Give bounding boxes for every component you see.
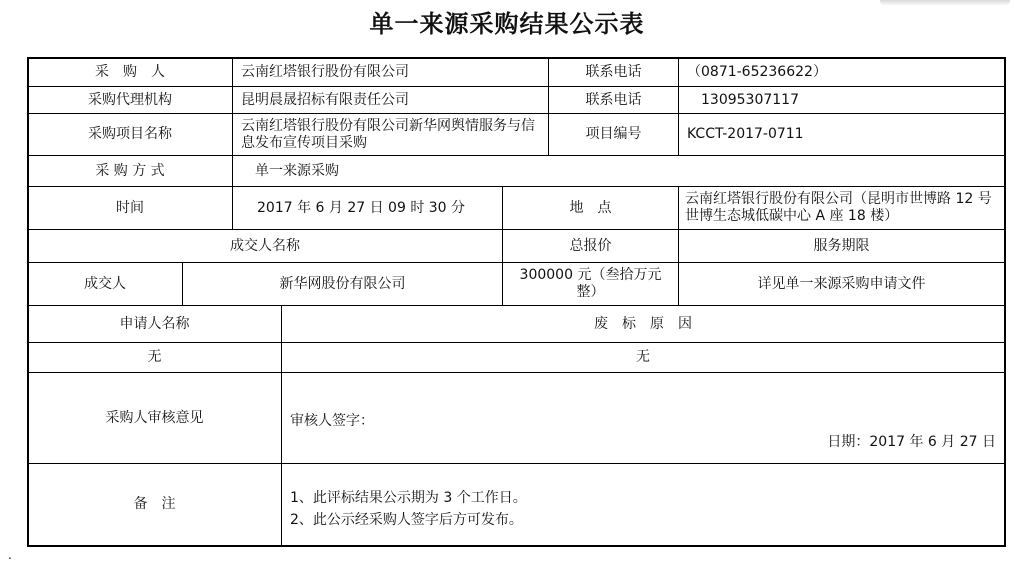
project-name-value: 云南红塔银行股份有限公司新华网舆情服务与信息发布宣传项目采购 <box>241 117 535 151</box>
winner-value: 新华网股份有限公司 <box>279 275 406 292</box>
purchaser-label: 采 购 人 <box>95 63 165 80</box>
method-label: 采 购 方 式 <box>95 162 165 179</box>
contact-value-2: 13095307117 <box>701 91 799 108</box>
remark-item-2: 2、此公示经采购人签字后方可发布。 <box>290 511 523 528</box>
agency-value: 昆明晨晟招标有限责任公司 <box>241 91 409 108</box>
project-no-label: 项目编号 <box>585 126 642 142</box>
contact-label-2: 联系电话 <box>585 91 642 108</box>
time-value: 2017 年 6 月 27 日 09 时 30 分 <box>257 199 466 216</box>
contact-label-1: 联系电话 <box>585 63 642 80</box>
service-period-header: 服务期限 <box>813 237 870 254</box>
reviewer-signature-field: 审核人签字： <box>290 412 374 429</box>
agency-label: 采购代理机构 <box>88 91 172 108</box>
abandon-reason-header: 废 标 原 因 <box>594 315 692 332</box>
purchaser-value: 云南红塔银行股份有限公司 <box>241 63 409 80</box>
remarks-label: 备 注 <box>133 496 176 512</box>
contact-value-1: （0871-65236622） <box>687 63 827 80</box>
location-value: 云南红塔银行股份有限公司（昆明市世博路 12 号世博生态城低碳中心 A 座 18 楼） <box>685 191 992 224</box>
review-date: 日期：2017 年 6 月 27 日 <box>827 433 996 450</box>
service-value: 详见单一来源采购申请文件 <box>757 275 926 292</box>
project-name-label: 采购项目名称 <box>88 126 172 142</box>
winner-name-header: 成交人名称 <box>230 237 300 254</box>
project-no-value: KCCT-2017-0711 <box>687 126 804 142</box>
applicant-header: 申请人名称 <box>119 315 190 332</box>
review-label: 采购人审核意见 <box>105 409 204 426</box>
remark-item-1: 1、此评标结果公示期为 3 个工作日。 <box>290 489 527 506</box>
winner-label: 成交人 <box>84 275 126 292</box>
location-label: 地 点 <box>569 199 612 216</box>
table-border-bottom <box>27 545 1006 547</box>
method-value: 单一来源采购 <box>255 162 339 179</box>
footnote-mark: . <box>8 548 12 562</box>
price-value: 300000 元（叁拾万元整） <box>519 267 662 300</box>
applicant-value: 无 <box>147 349 162 365</box>
table-border-right <box>1004 57 1006 547</box>
abandon-reason-value: 无 <box>636 349 650 365</box>
page-title: 单一来源采购结果公示表 <box>369 10 645 38</box>
time-label: 时间 <box>116 199 144 216</box>
total-price-header: 总报价 <box>569 237 612 254</box>
